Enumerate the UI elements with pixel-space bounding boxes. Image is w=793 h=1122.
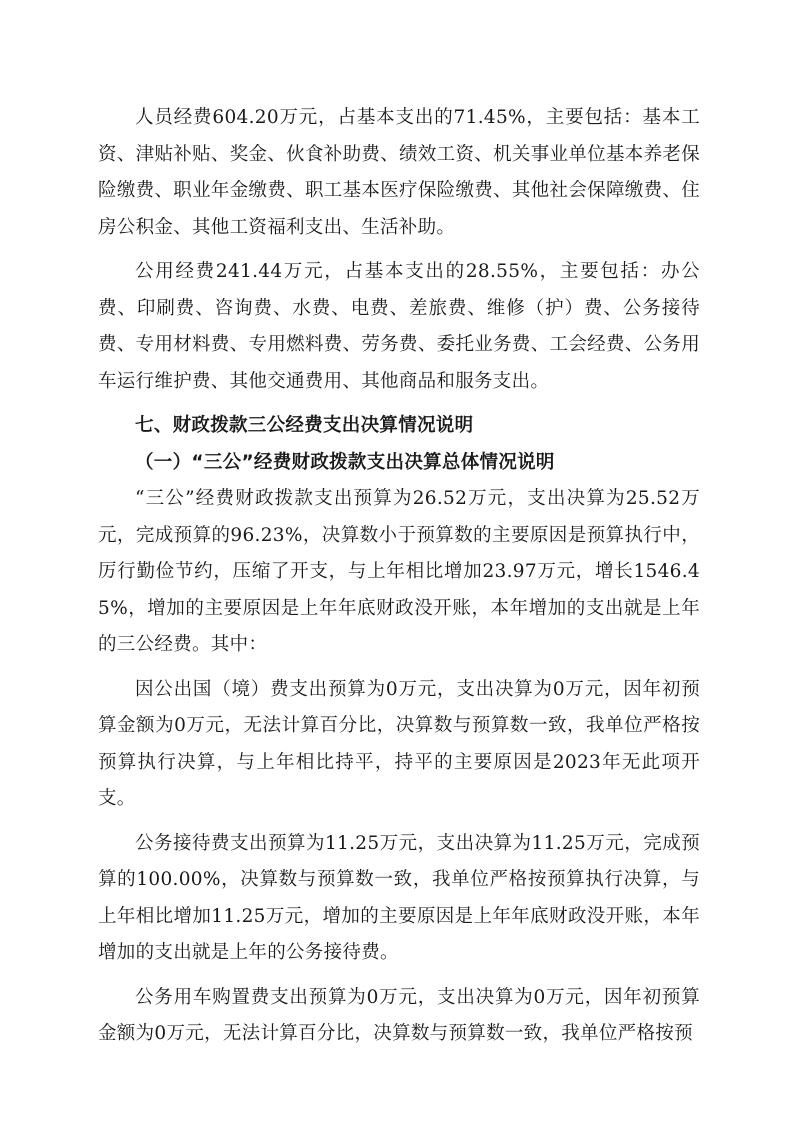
section-seven-heading: 七、财政拨款三公经费支出决算情况说明 [135, 415, 474, 436]
public-expense-paragraph: 公用经费241.44万元，占基本支出的28.55%，主要包括：办公费、印刷费、咨询费、水费、电费、差旅费、维修（护）费、公务接待费、专用材料费、专用燃料费、劳务费、委托业务费、工会经费、公务用车运行维护费、其他交通费用、其他商品和服务支出。 [98, 261, 700, 392]
overseas-expense-paragraph: 因公出国（境）费支出预算为0万元，支出决算为0万元，因年初预算金额为0万元，无法计算百分比，决算数与预算数一致，我单位严格按预算执行决算，与上年相比持平，持平的主要原因是2023年无此项开支。 [98, 678, 700, 809]
three-public-total-paragraph: “三公”经费财政拨款支出预算为26.52万元，支出决算为25.52万元，完成预算的96.23%，决算数小于预算数的主要原因是预算执行中，厉行勤俭节约，压缩了开支，与上年相比增加23.97万元，增长1546.45%，增加的主要原因是上年年底财政没开账，本年增加的支出就是上年的三公经费。其中： [98, 488, 700, 655]
document-page [98, 100, 700, 1061]
vehicle-purchase-paragraph: 公务用车购置费支出预算为0万元，支出决算为0万元，因年初预算金额为0万元，无法计算百分比，决算数与预算数一致，我单位严格按预 [98, 986, 700, 1044]
personnel-expense-paragraph: 人员经费604.20万元，占基本支出的71.45%，主要包括：基本工资、津贴补贴、奖金、伙食补助费、绩效工资、机关事业单位基本养老保险缴费、职业年金缴费、职工基本医疗保险缴费、其他社会保障缴费、住房公积金、其他工资福利支出、生活补助。 [98, 107, 700, 238]
subsection-one-heading: （一）“三公”经费财政拨款支出决算总体情况说明 [135, 451, 555, 473]
reception-expense-paragraph: 公务接待费支出预算为11.25万元，支出决算为11.25万元，完成预算的100.00%，决算数与预算数一致，我单位严格按预算执行决算，与上年相比增加11.25万元，增加的主要原因是上年年底财政没开账，本年增加的支出就是上年的公务接待费。 [98, 832, 700, 963]
